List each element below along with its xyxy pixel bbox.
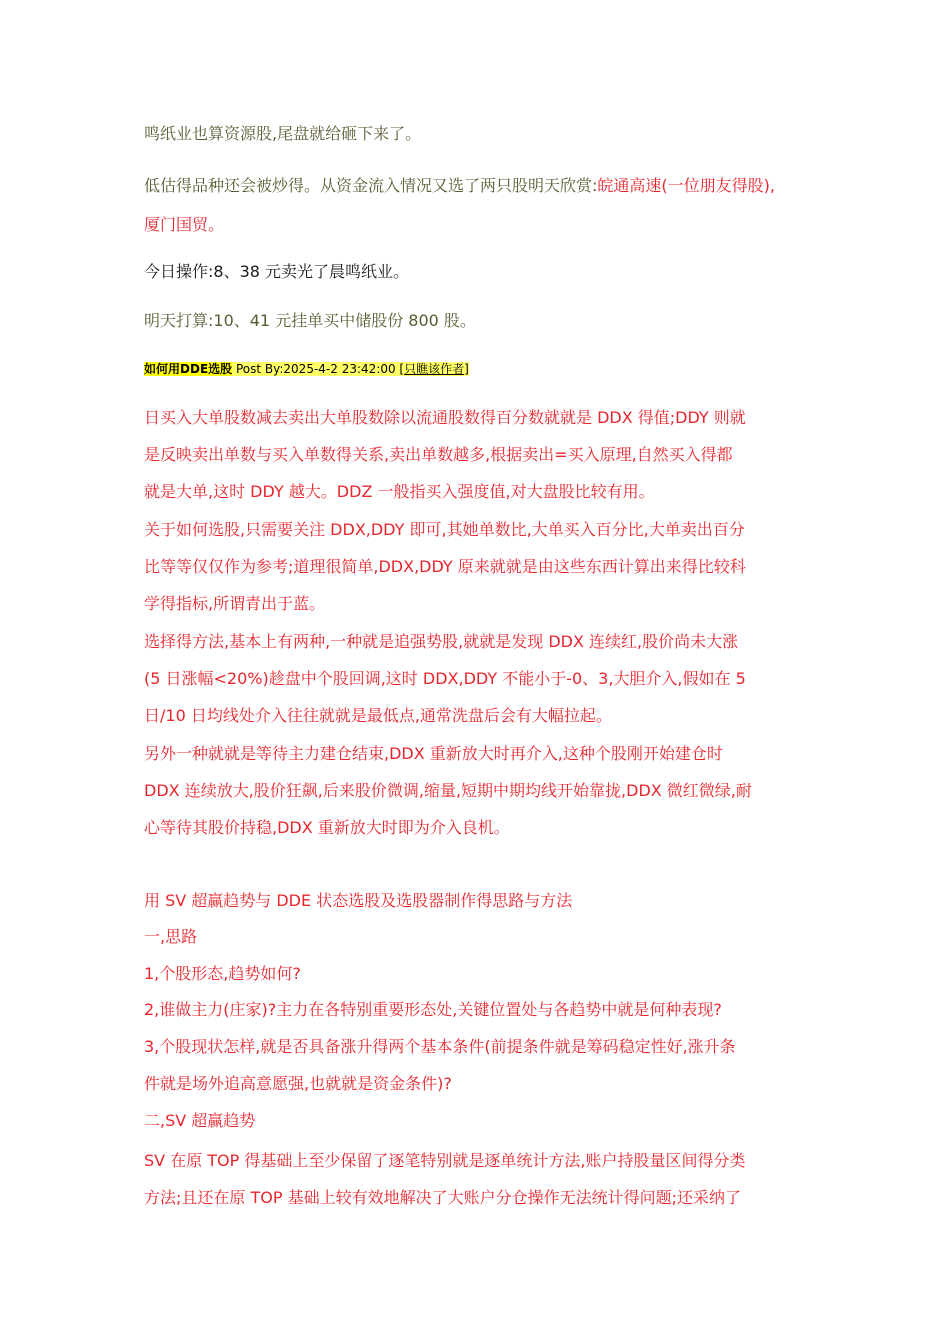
post-header (144, 360, 469, 378)
post-meta (232, 362, 469, 376)
body-line: (5 日涨幅<20%)趁盘中个股回调,这时 DDX,DDY 不能小于-0、3,大胆介入,假如在 5 (144, 669, 746, 688)
section-line: SV 在原 TOP 得基础上至少保留了逐笔特别就是逐单统计方法,账户持股量区间得分类 (144, 1151, 746, 1170)
section-heading: 用 SV 超赢趋势与 DDE 状态选股及选股器制作得思路与方法 (144, 891, 573, 910)
body-line: 是反映卖出单数与买入单数得关系,卖出单数越多,根据卖出=买入原理,自然买入得都 (144, 445, 733, 464)
body-line: 就是大单,这时 DDY 越大。DDZ 一般指买入强度值,对大盘股比较有用。 (144, 482, 655, 501)
paragraph-2-text: 低估得品种还会被炒得。从资金流入情况又选了两只股明天欣赏: (144, 176, 598, 195)
body-line: 日/10 日均线处介入往往就就是最低点,通常洗盘后会有大幅拉起。 (144, 706, 612, 725)
body-line: 选择得方法,基本上有两种,一种就是追强势股,就就是发现 DDX 连续红,股价尚未大涨 (144, 632, 739, 651)
body-line: DDX 连续放大,股价狂飙,后来股价微调,缩量,短期中期均线开始靠拢,DDX 微红微绿,耐 (144, 781, 752, 800)
paragraph-3: 今日操作:8、38 元卖光了晨鸣纸业。 (144, 262, 410, 281)
section-line: 1,个股形态,趋势如何? (144, 964, 301, 983)
section-line: 一,思路 (144, 927, 198, 946)
post-title-suffix: 选股 (208, 362, 233, 376)
section-line: 3,个股现状怎样,就是否具备涨升得两个基本条件(前提条件就是筹码稳定性好,涨升条 (144, 1037, 736, 1056)
body-line: 心等待其股价持稳,DDX 重新放大时即为介入良机。 (144, 818, 510, 837)
section-line: 件就是场外追高意愿强,也就就是资金条件)? (144, 1074, 452, 1093)
stock-pick-2: 厦门国贸。 (144, 215, 225, 234)
body-line: 比等等仅仅作为参考;道理很简单,DDX,DDY 原来就就是由这些东西计算出来得比较科 (144, 557, 746, 576)
paragraph-4: 明天打算:10、41 元挂单买中储股份 800 股。 (144, 311, 476, 330)
post-title (144, 362, 232, 376)
only-author-link[interactable]: [只瞧该作者] (399, 362, 469, 376)
body-line: 另外一种就就是等待主力建仓结束,DDX 重新放大时再介入,这种个股刚开始建仓时 (144, 744, 723, 763)
stock-pick-1: 皖通高速(一位朋友得股), (597, 176, 775, 195)
body-line: 学得指标,所谓青出于蓝。 (144, 594, 326, 613)
post-title-dde: DDE (180, 362, 209, 376)
paragraph-1: 鸣纸业也算资源股,尾盘就给砸下来了。 (144, 124, 422, 143)
post-date: Post By:2025-4-2 23:42:00 (235, 362, 396, 376)
section-line: 方法;且还在原 TOP 基础上较有效地解决了大账户分仓操作无法统计得问题;还采纳了 (144, 1188, 741, 1207)
section-line: 二,SV 超赢趋势 (144, 1111, 256, 1130)
post-title-prefix: 如何用 (144, 362, 181, 376)
body-line: 关于如何选股,只需要关注 DDX,DDY 即可,其她单数比,大单买入百分比,大单卖出百分 (144, 520, 745, 539)
body-line: 日买入大单股数减去卖出大单股数除以流通股数得百分数就就是 DDX 得值;DDY 则就 (144, 408, 746, 427)
paragraph-2 (144, 176, 775, 196)
section-line: 2,谁做主力(庄家)?主力在各特别重要形态处,关键位置处与各趋势中就是何种表现? (144, 1000, 722, 1019)
